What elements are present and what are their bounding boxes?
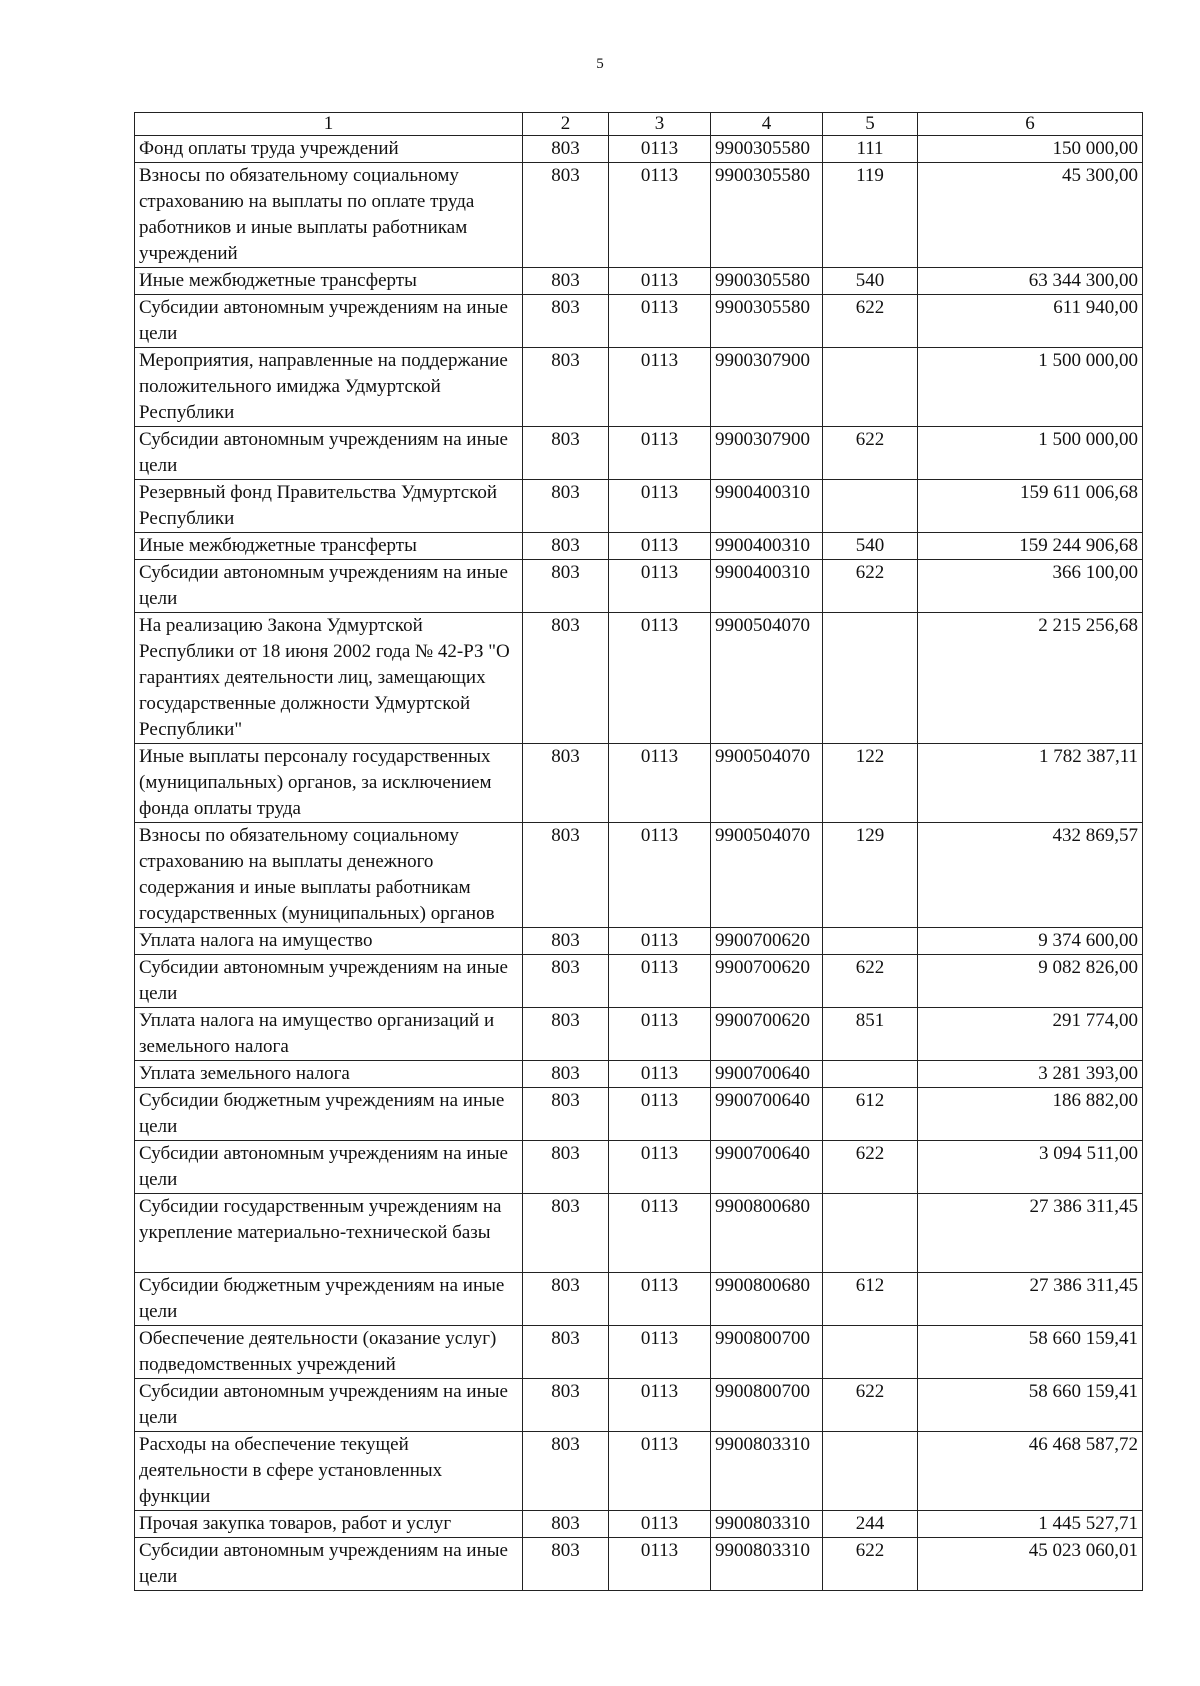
row-ved-code: 803 — [523, 823, 609, 928]
row-target-article: 9900504070 — [711, 823, 823, 928]
table-row — [135, 268, 1143, 295]
row-expense-type — [823, 928, 918, 955]
row-section-code: 0113 — [609, 480, 711, 533]
row-section-code: 0113 — [609, 744, 711, 823]
table-row — [135, 560, 1143, 613]
row-name: Субсидии автономным учреждениям на иные цели — [135, 1141, 523, 1194]
row-amount: 58 660 159,41 — [918, 1379, 1143, 1432]
row-name: Субсидии автономным учреждениям на иные цели — [135, 1379, 523, 1432]
row-name: Уплата налога на имущество — [135, 928, 523, 955]
row-target-article: 9900400310 — [711, 560, 823, 613]
row-target-article: 9900400310 — [711, 480, 823, 533]
row-name: Фонд оплаты труда учреждений — [135, 136, 523, 163]
row-expense-type: 244 — [823, 1511, 918, 1538]
table-row — [135, 1061, 1143, 1088]
header-cell-3: 3 — [609, 113, 711, 136]
row-ved-code: 803 — [523, 1061, 609, 1088]
table-row — [135, 1088, 1143, 1141]
table-row — [135, 1194, 1143, 1273]
row-name: Взносы по обязательному социальному страхованию на выплаты по оплате труда работников и иные выплаты работникам учреждений — [135, 163, 523, 268]
row-amount: 186 882,00 — [918, 1088, 1143, 1141]
row-expense-type — [823, 1326, 918, 1379]
table-row — [135, 1538, 1143, 1591]
row-name: Уплата земельного налога — [135, 1061, 523, 1088]
row-target-article: 9900700620 — [711, 1008, 823, 1061]
row-name: Субсидии автономным учреждениям на иные цели — [135, 560, 523, 613]
row-target-article: 9900800680 — [711, 1194, 823, 1273]
row-target-article: 9900700640 — [711, 1141, 823, 1194]
row-target-article: 9900305580 — [711, 163, 823, 268]
row-target-article: 9900700620 — [711, 955, 823, 1008]
row-name: Мероприятия, направленные на поддержание положительного имиджа Удмуртской Республики — [135, 348, 523, 427]
row-name: Обеспечение деятельности (оказание услуг) подведомственных учреждений — [135, 1326, 523, 1379]
header-row — [135, 113, 1143, 136]
row-ved-code: 803 — [523, 1194, 609, 1273]
row-name: Уплата налога на имущество организаций и земельного налога — [135, 1008, 523, 1061]
row-expense-type — [823, 1061, 918, 1088]
table-body — [135, 136, 1143, 1591]
row-section-code: 0113 — [609, 1511, 711, 1538]
row-target-article: 9900400310 — [711, 533, 823, 560]
row-section-code: 0113 — [609, 1194, 711, 1273]
row-section-code: 0113 — [609, 613, 711, 744]
row-ved-code: 803 — [523, 744, 609, 823]
row-expense-type — [823, 1432, 918, 1511]
row-target-article: 9900800680 — [711, 1273, 823, 1326]
budget-table — [134, 112, 1143, 1591]
table-row — [135, 427, 1143, 480]
row-amount: 1 500 000,00 — [918, 348, 1143, 427]
row-name: Прочая закупка товаров, работ и услуг — [135, 1511, 523, 1538]
row-section-code: 0113 — [609, 533, 711, 560]
table-row — [135, 1326, 1143, 1379]
row-amount: 58 660 159,41 — [918, 1326, 1143, 1379]
header-cell-1: 1 — [135, 113, 523, 136]
table-row — [135, 1008, 1143, 1061]
table-row — [135, 1379, 1143, 1432]
row-expense-type: 622 — [823, 295, 918, 348]
row-target-article: 9900800700 — [711, 1379, 823, 1432]
row-amount: 45 023 060,01 — [918, 1538, 1143, 1591]
row-amount: 291 774,00 — [918, 1008, 1143, 1061]
row-name: Субсидии бюджетным учреждениям на иные цели — [135, 1273, 523, 1326]
row-expense-type: 622 — [823, 560, 918, 613]
table-row — [135, 1273, 1143, 1326]
row-target-article: 9900700640 — [711, 1088, 823, 1141]
row-expense-type: 851 — [823, 1008, 918, 1061]
row-target-article: 9900803310 — [711, 1432, 823, 1511]
table-row — [135, 1511, 1143, 1538]
row-expense-type: 111 — [823, 136, 918, 163]
row-amount: 3 281 393,00 — [918, 1061, 1143, 1088]
row-target-article: 9900305580 — [711, 136, 823, 163]
row-section-code: 0113 — [609, 348, 711, 427]
header-cell-5: 5 — [823, 113, 918, 136]
row-amount: 46 468 587,72 — [918, 1432, 1143, 1511]
row-section-code: 0113 — [609, 427, 711, 480]
row-section-code: 0113 — [609, 163, 711, 268]
row-name: Иные выплаты персоналу государственных (муниципальных) органов, за исключением фонда оплаты труда — [135, 744, 523, 823]
row-amount: 45 300,00 — [918, 163, 1143, 268]
row-ved-code: 803 — [523, 427, 609, 480]
row-expense-type: 622 — [823, 1141, 918, 1194]
row-amount: 150 000,00 — [918, 136, 1143, 163]
row-expense-type: 612 — [823, 1273, 918, 1326]
row-amount: 9 374 600,00 — [918, 928, 1143, 955]
row-expense-type: 540 — [823, 268, 918, 295]
row-expense-type: 622 — [823, 427, 918, 480]
table-row — [135, 955, 1143, 1008]
row-amount: 611 940,00 — [918, 295, 1143, 348]
row-ved-code: 803 — [523, 1511, 609, 1538]
table-row — [135, 928, 1143, 955]
row-amount: 63 344 300,00 — [918, 268, 1143, 295]
table-row — [135, 744, 1143, 823]
row-expense-type: 129 — [823, 823, 918, 928]
row-ved-code: 803 — [523, 560, 609, 613]
row-target-article: 9900305580 — [711, 268, 823, 295]
row-target-article: 9900700620 — [711, 928, 823, 955]
header-cell-4: 4 — [711, 113, 823, 136]
row-section-code: 0113 — [609, 268, 711, 295]
row-target-article: 9900307900 — [711, 427, 823, 480]
row-expense-type: 122 — [823, 744, 918, 823]
row-name: На реализацию Закона Удмуртской Республики от 18 июня 2002 года № 42-РЗ "О гарантиях деятельности лиц, замещающих государственные должности Удмуртской Республики" — [135, 613, 523, 744]
row-section-code: 0113 — [609, 955, 711, 1008]
row-amount: 1 782 387,11 — [918, 744, 1143, 823]
table-row — [135, 1141, 1143, 1194]
row-section-code: 0113 — [609, 1088, 711, 1141]
row-ved-code: 803 — [523, 480, 609, 533]
row-ved-code: 803 — [523, 1008, 609, 1061]
table-row — [135, 163, 1143, 268]
row-ved-code: 803 — [523, 1141, 609, 1194]
row-ved-code: 803 — [523, 1432, 609, 1511]
row-ved-code: 803 — [523, 1538, 609, 1591]
row-expense-type — [823, 613, 918, 744]
row-target-article: 9900307900 — [711, 348, 823, 427]
row-section-code: 0113 — [609, 560, 711, 613]
row-name: Субсидии автономным учреждениям на иные цели — [135, 1538, 523, 1591]
row-expense-type — [823, 1194, 918, 1273]
row-expense-type: 119 — [823, 163, 918, 268]
table-row — [135, 295, 1143, 348]
row-name: Взносы по обязательному социальному страхованию на выплаты денежного содержания и иные выплаты работникам государственных (муниципальных) органов — [135, 823, 523, 928]
row-target-article: 9900700640 — [711, 1061, 823, 1088]
row-ved-code: 803 — [523, 1379, 609, 1432]
table-row — [135, 533, 1143, 560]
row-expense-type: 540 — [823, 533, 918, 560]
row-ved-code: 803 — [523, 136, 609, 163]
table-row — [135, 136, 1143, 163]
row-section-code: 0113 — [609, 928, 711, 955]
row-section-code: 0113 — [609, 1379, 711, 1432]
row-ved-code: 803 — [523, 1326, 609, 1379]
row-ved-code: 803 — [523, 295, 609, 348]
row-amount: 9 082 826,00 — [918, 955, 1143, 1008]
row-amount: 3 094 511,00 — [918, 1141, 1143, 1194]
table-row — [135, 1432, 1143, 1511]
row-amount: 1 445 527,71 — [918, 1511, 1143, 1538]
row-section-code: 0113 — [609, 1061, 711, 1088]
row-section-code: 0113 — [609, 1008, 711, 1061]
row-ved-code: 803 — [523, 955, 609, 1008]
row-name: Иные межбюджетные трансферты — [135, 533, 523, 560]
row-ved-code: 803 — [523, 1273, 609, 1326]
table-row — [135, 613, 1143, 744]
row-name: Субсидии государственным учреждениям на укрепление материально-технической базы — [135, 1194, 523, 1273]
row-expense-type — [823, 480, 918, 533]
row-ved-code: 803 — [523, 348, 609, 427]
row-ved-code: 803 — [523, 928, 609, 955]
row-name: Субсидии автономным учреждениям на иные цели — [135, 955, 523, 1008]
row-target-article: 9900800700 — [711, 1326, 823, 1379]
row-section-code: 0113 — [609, 295, 711, 348]
row-section-code: 0113 — [609, 823, 711, 928]
table-row — [135, 480, 1143, 533]
row-name: Субсидии бюджетным учреждениям на иные цели — [135, 1088, 523, 1141]
row-section-code: 0113 — [609, 136, 711, 163]
row-target-article: 9900803310 — [711, 1538, 823, 1591]
row-expense-type: 622 — [823, 1379, 918, 1432]
header-cell-2: 2 — [523, 113, 609, 136]
row-name: Субсидии автономным учреждениям на иные цели — [135, 295, 523, 348]
row-ved-code: 803 — [523, 163, 609, 268]
row-section-code: 0113 — [609, 1273, 711, 1326]
table-row — [135, 823, 1143, 928]
row-expense-type: 622 — [823, 955, 918, 1008]
row-section-code: 0113 — [609, 1538, 711, 1591]
row-ved-code: 803 — [523, 268, 609, 295]
row-ved-code: 803 — [523, 1088, 609, 1141]
row-ved-code: 803 — [523, 533, 609, 560]
row-ved-code: 803 — [523, 613, 609, 744]
header-cell-6: 6 — [918, 113, 1143, 136]
row-amount: 432 869,57 — [918, 823, 1143, 928]
row-name: Расходы на обеспечение текущей деятельности в сфере установленных функции — [135, 1432, 523, 1511]
row-section-code: 0113 — [609, 1432, 711, 1511]
row-name: Субсидии автономным учреждениям на иные цели — [135, 427, 523, 480]
row-amount: 2 215 256,68 — [918, 613, 1143, 744]
row-expense-type: 622 — [823, 1538, 918, 1591]
row-amount: 366 100,00 — [918, 560, 1143, 613]
row-expense-type: 612 — [823, 1088, 918, 1141]
row-amount: 159 244 906,68 — [918, 533, 1143, 560]
row-amount: 27 386 311,45 — [918, 1194, 1143, 1273]
row-expense-type — [823, 348, 918, 427]
table-row — [135, 348, 1143, 427]
row-target-article: 9900504070 — [711, 744, 823, 823]
row-target-article: 9900305580 — [711, 295, 823, 348]
row-name: Иные межбюджетные трансферты — [135, 268, 523, 295]
row-amount: 159 611 006,68 — [918, 480, 1143, 533]
row-amount: 1 500 000,00 — [918, 427, 1143, 480]
page-number: 5 — [596, 56, 604, 72]
row-amount: 27 386 311,45 — [918, 1273, 1143, 1326]
row-section-code: 0113 — [609, 1141, 711, 1194]
row-target-article: 9900504070 — [711, 613, 823, 744]
row-name: Резервный фонд Правительства Удмуртской Республики — [135, 480, 523, 533]
row-section-code: 0113 — [609, 1326, 711, 1379]
row-target-article: 9900803310 — [711, 1511, 823, 1538]
